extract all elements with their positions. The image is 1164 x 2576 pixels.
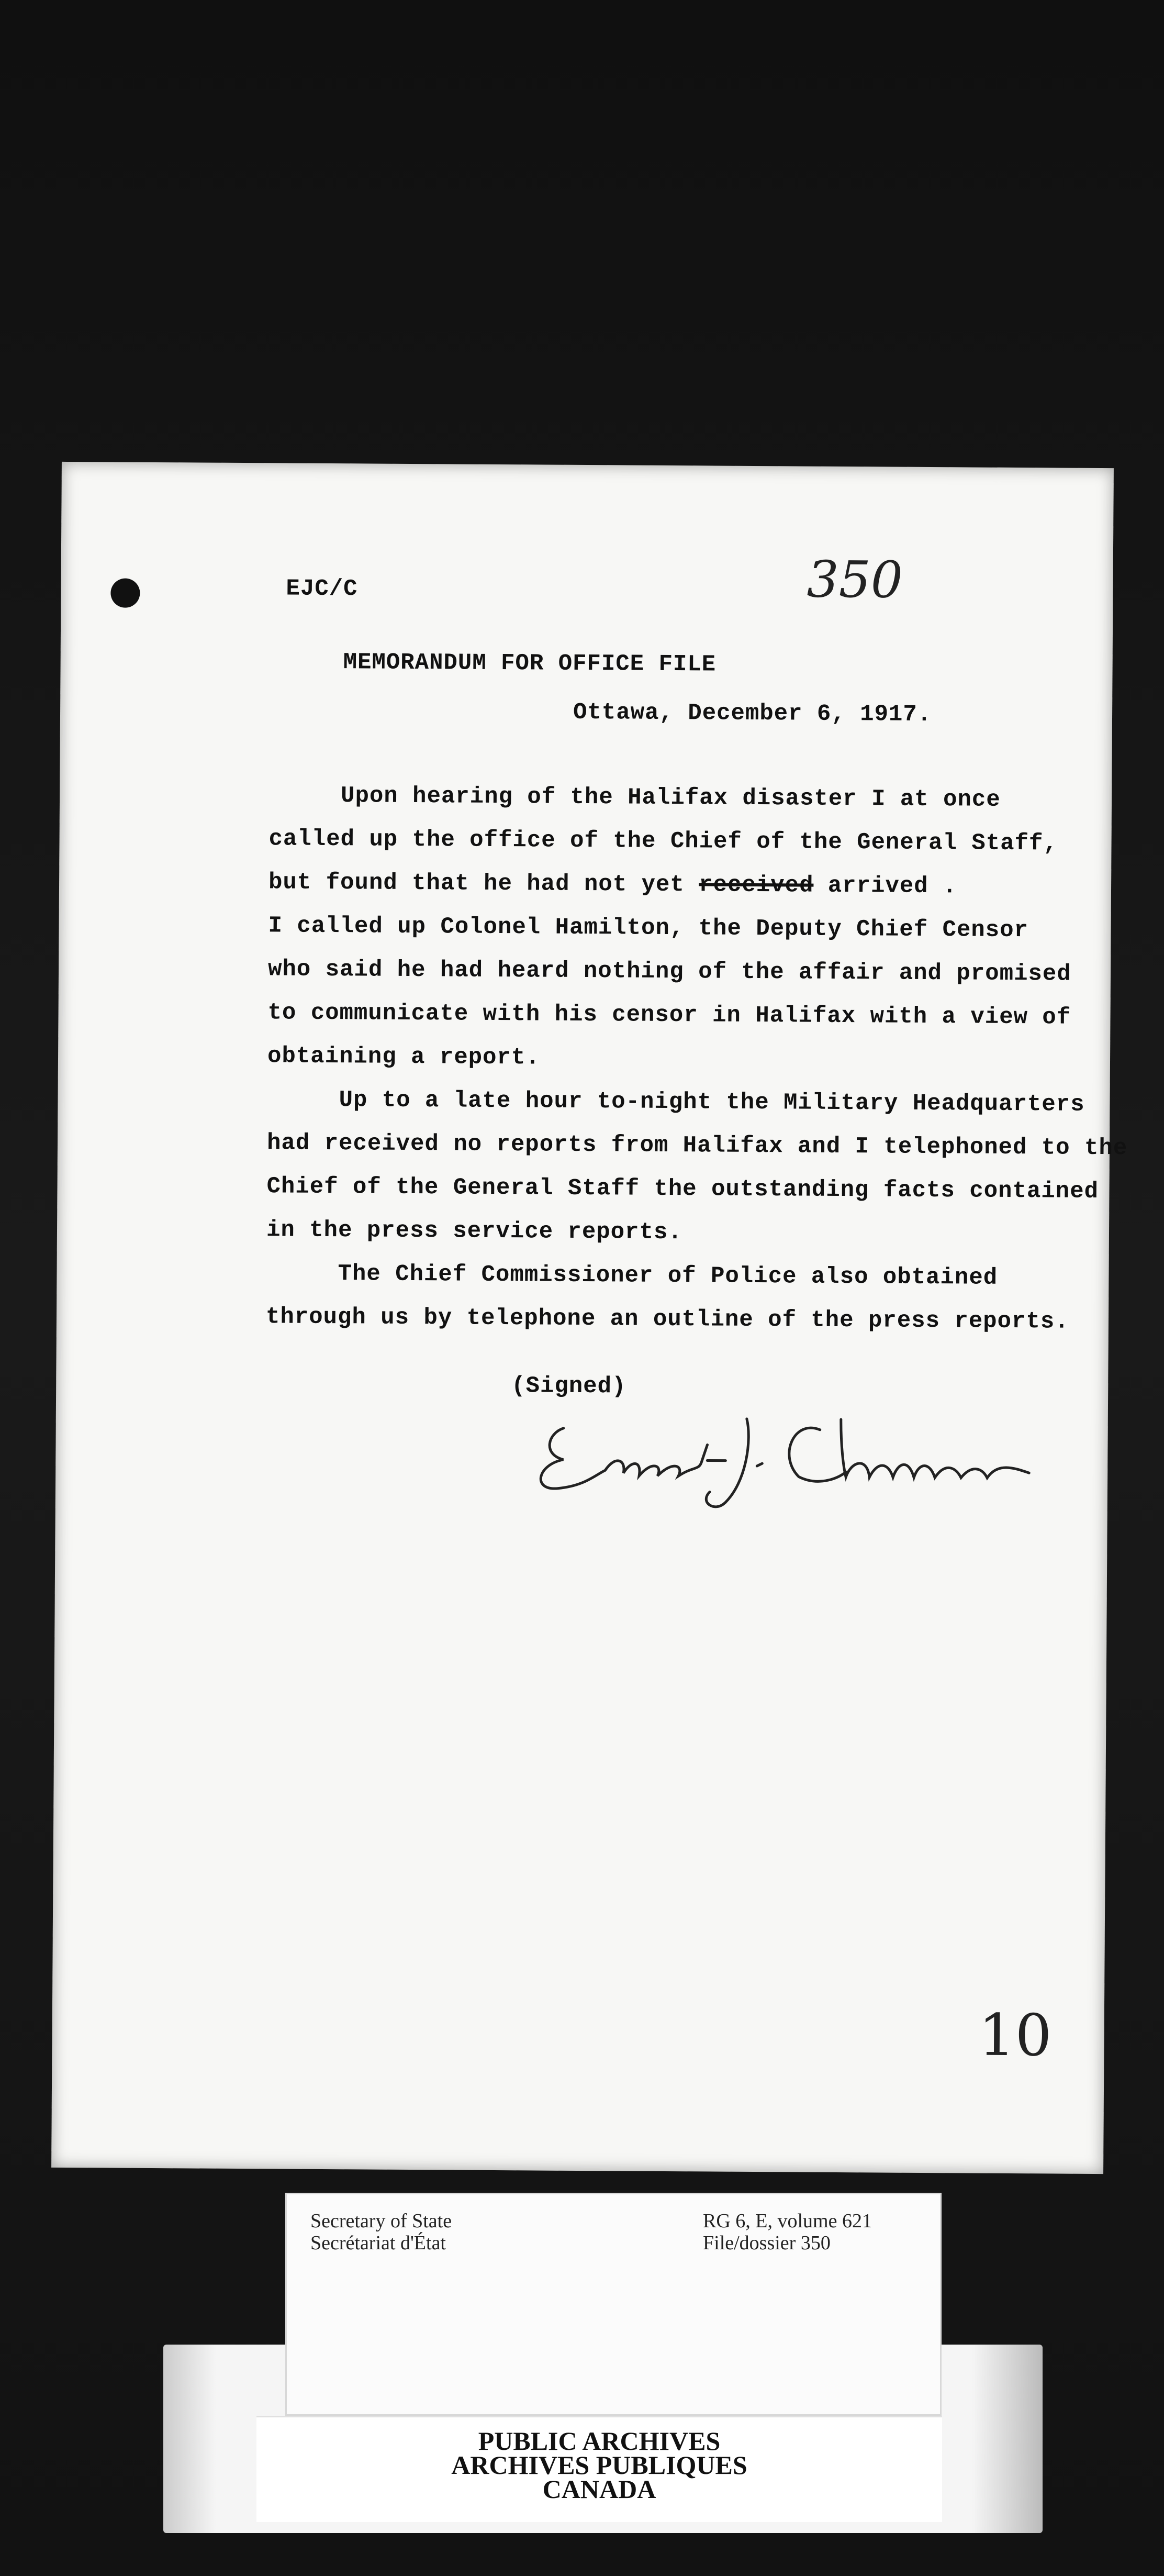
body-line: Up to a late hour to-night the Military Headquarters [267,1086,1085,1118]
page-number-handwritten: 10 [978,2001,1053,2069]
body-line: The Chief Commissioner of Police also obtained [266,1260,998,1291]
body-line: who said he had heard nothing of the affair and promised [267,956,1071,987]
signed-label: (Signed) [511,1373,626,1400]
punch-hole [110,578,140,607]
archives-plaque [256,2416,942,2522]
record-group-ref: RG 6, E, volume 621 [703,2210,872,2232]
handwritten-signature [527,1396,1050,1520]
archive-label-card [285,2193,942,2416]
plaque-line-french: ARCHIVES PUBLIQUES [451,2450,747,2480]
body-line: through us by telephone an outline of the press reports. [265,1304,1069,1335]
file-number-handwritten: 350 [807,550,903,609]
memo-date: Ottawa, December 6, 1917. [573,699,932,728]
file-ref: File/dossier 350 [703,2232,831,2254]
plaque-line-english: PUBLIC ARCHIVES [478,2426,721,2456]
body-line: Chief of the General Staff the outstanding facts contained [266,1173,1099,1205]
department-french: Secrétariat d'État [310,2232,446,2254]
body-line: called up the office of the Chief of the General Staff, [268,826,1058,857]
memo-page [51,462,1128,2174]
body-line: but found that he had not yet received arrived . [268,869,957,900]
body-line: obtaining a report. [267,1043,540,1071]
memo-title: MEMORANDUM FOR OFFICE FILE [343,649,717,678]
struck-word: received [699,872,814,899]
plaque-line-country: CANADA [542,2474,656,2504]
body-line: Upon hearing of the Halifax disaster I at once [268,782,1001,813]
body-line: in the press service reports. [266,1217,682,1246]
body-line: had received no reports from Halifax and I telephoned to the [266,1130,1128,1162]
department-english: Secretary of State [310,2210,452,2232]
body-line: to communicate with his censor in Halifax with a view of [267,1000,1071,1031]
body-line: I called up Colonel Hamilton, the Deputy Chief Censor [268,913,1029,944]
memo-reference: EJC/C [286,575,358,603]
